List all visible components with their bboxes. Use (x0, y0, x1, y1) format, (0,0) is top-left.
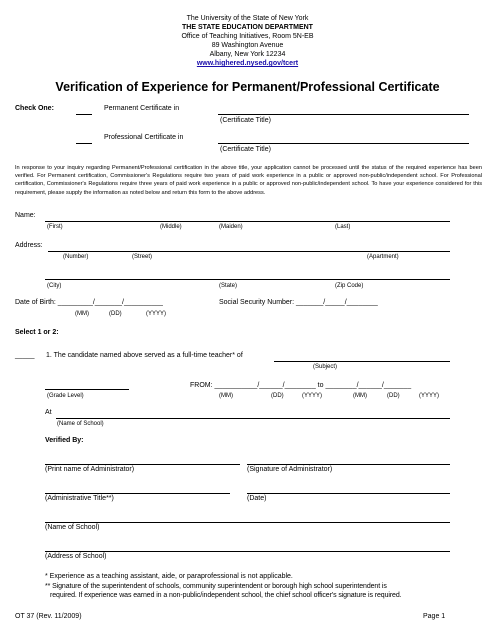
header-department: THE STATE EDUCATION DEPARTMENT (182, 24, 313, 31)
intro-paragraph: In response to your inquiry regarding Permanent/Professional certification in the above title, your application cannot be processed until the status of the required experience has been verified. For Permanent certification, Commissioner's Regulations require two years of paid work experience in a public or approved non-public/independent school. For Professional certification, Commissioner's Regulations require three years of paid work experience in a public or approved non-public/independent school. To have your experience considered for this requirement, please supply the information as noted below and return this form to the above address. (15, 165, 482, 196)
check-one-label: Check One: (15, 105, 54, 112)
footnote-2-line-2: required. If experience was earned in a non-public/independent school, the chief school officer's signature is required. (50, 592, 402, 599)
footnote-1: * Experience as a teaching assistant, aide, or paraprofessional is not applicable. (45, 573, 293, 580)
option-1-blank[interactable]: _____ (15, 352, 35, 359)
school-address-caption: (Address of School) (45, 553, 107, 560)
school-address-field[interactable] (45, 551, 450, 552)
social-security-field[interactable]: Social Security Number: _______/_____/________ (219, 299, 378, 306)
school-name-field[interactable] (56, 418, 450, 419)
permanent-certificate-title-line[interactable] (218, 114, 469, 115)
middle-caption: (Middle) (160, 224, 182, 230)
city-caption: (City) (47, 283, 62, 289)
website-link[interactable]: www.highered.nysed.gov/tcert (196, 60, 299, 67)
verified-by-heading: Verified By: (45, 437, 84, 444)
permanent-checkbox-line[interactable] (76, 114, 92, 115)
header-city: Albany, New York 12234 (209, 51, 286, 58)
zip-caption: (Zip Code) (335, 283, 364, 289)
from-mm-caption: (MM) (219, 393, 233, 399)
grade-level-caption: (Grade Level) (47, 393, 84, 399)
name-field[interactable] (45, 221, 450, 222)
number-caption: (Number) (63, 254, 89, 260)
administrative-title-field[interactable] (45, 493, 230, 494)
from-to-dates-field[interactable]: FROM: ___________/______/________ to ________/______/_______ (190, 382, 412, 389)
option-1-text: 1. The candidate named above served as a full-time teacher* of (46, 352, 243, 359)
first-caption: (First) (47, 224, 63, 230)
form-title: Verification of Experience for Permanent/Professional Certificate (55, 80, 440, 94)
to-dd-caption: (DD) (387, 393, 400, 399)
state-caption: (State) (219, 283, 238, 289)
at-label: At (45, 409, 52, 416)
header-street: 89 Washington Avenue (211, 42, 284, 49)
verifier-school-name-caption: (Name of School) (45, 524, 100, 531)
grade-level-field[interactable] (45, 389, 129, 390)
name-of-school-caption: (Name of School) (57, 421, 104, 427)
header-office: Office of Teaching Initiatives, Room 5N-EB (181, 33, 314, 40)
professional-certificate-title-line[interactable] (218, 143, 469, 144)
date-of-birth-field[interactable]: Date of Birth: _________/_______/__________ (15, 299, 163, 306)
dob-yyyy-caption: (YYYY) (146, 311, 167, 317)
page-number: Page 1 (423, 613, 446, 620)
from-yyyy-caption: (YYYY) (302, 393, 323, 399)
address-label: Address: (15, 242, 43, 249)
certificate-title-caption-2: (Certificate Title) (220, 146, 271, 153)
header-line-1: The University of the State of New York (186, 15, 309, 22)
administrator-name-field[interactable] (45, 464, 240, 465)
administrator-signature-field[interactable] (247, 464, 450, 465)
maiden-caption: (Maiden) (219, 224, 243, 230)
from-dd-caption: (DD) (271, 393, 284, 399)
select-label: Select 1 or 2: (15, 329, 59, 336)
signature-caption: (Signature of Administrator) (247, 466, 333, 473)
date-field[interactable] (247, 493, 450, 494)
subject-field[interactable] (274, 361, 450, 362)
professional-checkbox-line[interactable] (76, 143, 92, 144)
administrative-title-caption: (Administrative Title**) (45, 495, 114, 502)
name-label: Name: (15, 212, 36, 219)
form-number: OT 37 (Rev. 11/2009) (15, 613, 82, 620)
dob-dd-caption: (DD) (109, 311, 122, 317)
date-caption: (Date) (247, 495, 267, 502)
footnote-2-line-1: ** Signature of the superintendent of schools, community superintendent or borough high school superintendent is (45, 583, 387, 590)
professional-certificate-label: Professional Certificate in (104, 134, 184, 141)
verifier-school-name-field[interactable] (45, 522, 450, 523)
apartment-caption: (Apartment) (367, 254, 399, 260)
certificate-title-caption-1: (Certificate Title) (220, 117, 271, 124)
subject-caption: (Subject) (313, 364, 338, 370)
dob-mm-caption: (MM) (75, 311, 89, 317)
address-city-field[interactable] (45, 279, 450, 280)
header-url-wrap (0, 60, 495, 67)
to-yyyy-caption: (YYYY) (419, 393, 440, 399)
last-caption: (Last) (335, 224, 351, 230)
permanent-certificate-label: Permanent Certificate in (104, 105, 180, 112)
print-name-caption: (Print name of Administrator) (45, 466, 135, 473)
address-street-field[interactable] (48, 251, 450, 252)
to-mm-caption: (MM) (353, 393, 367, 399)
street-caption: (Street) (132, 254, 153, 260)
